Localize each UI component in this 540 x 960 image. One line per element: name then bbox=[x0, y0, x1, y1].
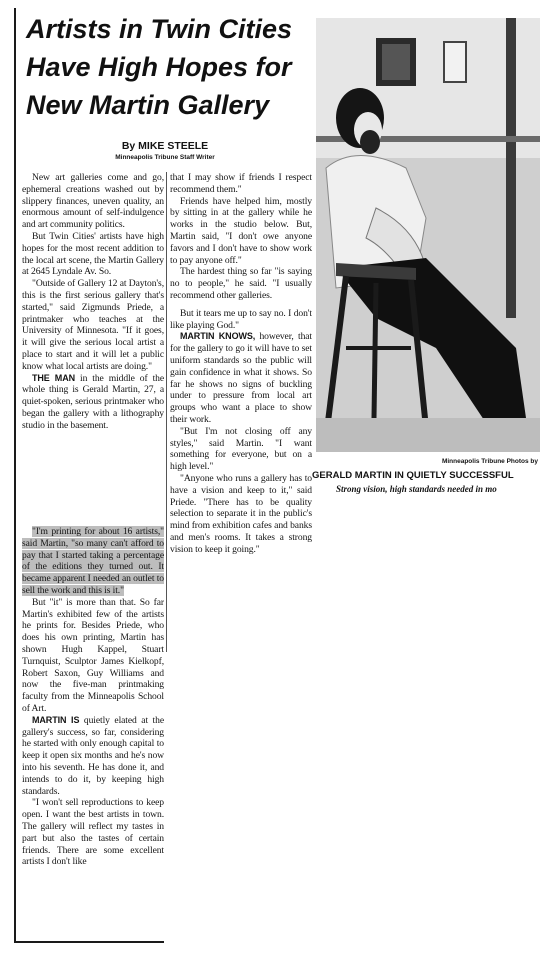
subhead-martin-knows: MARTIN KNOWS, bbox=[180, 331, 256, 342]
col3-paragraph-3-text: quietly elated at the gallery's success, so far, considering he started with only enough capital to keep it open six months and he's now into his seventh. He has done it, and intends to do it, by keeping high standards. bbox=[22, 714, 164, 797]
col2-paragraph-7: "Anyone who runs a gallery has to have a vision and keep to it," said Priede. "There has to be quality selection to separate it in the public's mind from exhibition cafes and banks and men's rooms. It takes a strong vision to keep it going." bbox=[170, 472, 312, 555]
col2-paragraph-6: "But I'm not closing off any styles," said Martin. "I want something for everyone, but on a high level." bbox=[170, 425, 312, 473]
highlighted-quote: "I'm printing for about 16 artists," said Martin, "so many can't afford to pay that I started taking a percentage of the editions they turned out. It became apparent I needed an outlet to sell the work and this is it." bbox=[22, 526, 164, 596]
photo-gerald-martin bbox=[316, 18, 540, 452]
col2-paragraph-4: But it tears me up to say no. I don't like playing God." bbox=[170, 307, 312, 331]
col1-paragraph-2: But Twin Cities' artists have high hopes for the most recent addition to the local art scene, the Martin Gallery at 2645 Lyndale Av. So. bbox=[22, 230, 164, 278]
col3-paragraph-1 bbox=[22, 526, 164, 597]
col3-paragraph-4: "I won't sell reproductions to keep open. I want the best artists in town. The gallery will reflect my tastes in part but also the tastes of certain friends. There are some excellent artists I don't like bbox=[22, 797, 164, 868]
article-column-3 bbox=[22, 526, 164, 868]
photo-caption: GERALD MARTIN IN QUIETLY SUCCESSFUL bbox=[312, 470, 514, 481]
article-column-2 bbox=[170, 172, 312, 556]
headline bbox=[26, 10, 311, 124]
article-column-1 bbox=[22, 172, 164, 432]
headline-line-1: Artists in Twin Cities bbox=[26, 14, 293, 44]
col3-paragraph-3 bbox=[22, 715, 164, 798]
headline-line-3: New Martin Gallery bbox=[26, 90, 270, 120]
col2-paragraph-2: Friends have helped him, mostly by sitting in at the gallery while he works in the studio below. But, Martin said, "I don't owe anyone favors and I don't have to show work to pay anyone off." bbox=[170, 195, 312, 266]
photo-illustration bbox=[316, 18, 540, 452]
headline-line-2: Have High Hopes for bbox=[26, 52, 292, 82]
subhead-martin-is: MARTIN IS bbox=[32, 714, 80, 725]
col2-paragraph-1: that I may show if friends I respect recommend them." bbox=[170, 172, 312, 195]
writer-credit: Minneapolis Tribune Staff Writer bbox=[115, 154, 215, 161]
photo-credit: Minneapolis Tribune Photos by bbox=[441, 458, 538, 465]
col1-paragraph-3: "Outside of Gallery 12 at Dayton's, this is the first serious gallery that's started," said Zigmunds Priede, a printmaker who teaches at the University of Minnesota. "If it goes, it will give the serious local artist a place to start and it will let a public know what local artists are doing." bbox=[22, 278, 164, 372]
bottom-column-rule bbox=[14, 941, 164, 943]
subhead-the-man: THE MAN bbox=[32, 372, 76, 383]
col3-paragraph-2: But "it" is more than that. So far Martin's exhibited few of the artists he prints for. Besides Priede, who does his own printing, Martin has shown Hugh Kappel, Stuart Turnquist, Sculptor James Kielkopf, Robert Saxon, Guy Williams and now the five-man printmaking faculty from the Minneapolis School of Art. bbox=[22, 596, 164, 714]
col2-paragraph-5-text: however, that for the gallery to go it will have to set uniform standards so the public will gain confidence in what it shows. So far he shows no signs of buckling under to pressure from local art groups who want a place to show their work. bbox=[170, 331, 312, 425]
col1-paragraph-4 bbox=[22, 373, 164, 432]
col1-paragraph-1: New art galleries come and go, ephemeral creations washed out by slippery finances, uneven quality, an enormous amount of self-indulgence and art community politics. bbox=[22, 172, 164, 231]
column-divider bbox=[166, 172, 167, 652]
left-column-rule bbox=[14, 8, 16, 943]
byline: By MIKE STEELE bbox=[121, 140, 209, 152]
col2-paragraph-5 bbox=[170, 331, 312, 425]
photo-subcaption: Strong vision, high standards needed in mo bbox=[336, 484, 497, 494]
col1-paragraph-4-text: in the middle of the whole thing is Gerald Martin, 27, a quiet-spoken, serious printmaker who began the gallery with a lithography studio in the basement. bbox=[22, 372, 165, 431]
col2-paragraph-3: The hardest thing so far "is saying no to people," he said. "I usually recommend other galleries. bbox=[170, 266, 312, 301]
